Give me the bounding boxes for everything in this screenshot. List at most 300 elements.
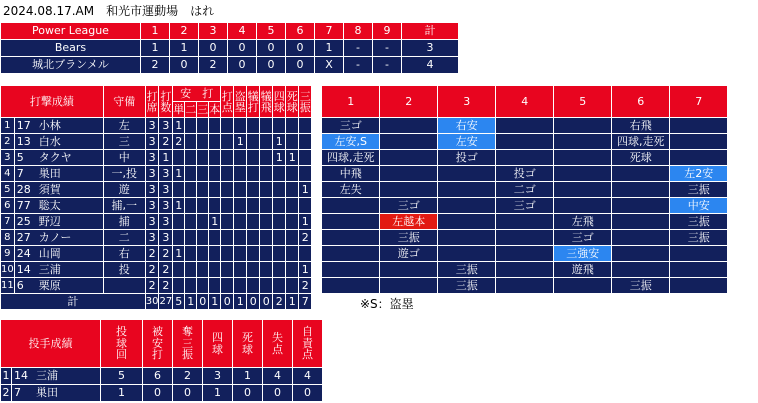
stat-h2 xyxy=(185,166,197,182)
player-name: タクヤ xyxy=(38,150,72,164)
at-bat-result xyxy=(496,230,554,246)
player-name: 聡太 xyxy=(38,198,61,212)
batting-row xyxy=(1,246,728,262)
stat-hbp xyxy=(286,214,299,230)
player-number: 13 xyxy=(16,134,31,148)
stat-so xyxy=(299,198,312,214)
stat-sb xyxy=(234,166,247,182)
spacer xyxy=(312,150,322,166)
stat-sf xyxy=(260,262,273,278)
stat-sac xyxy=(247,198,260,214)
player-name: 栗原 xyxy=(38,278,61,292)
at-bat-result: 左2安 xyxy=(670,166,728,182)
stat-hbp xyxy=(286,278,299,294)
stat-h1: 2 xyxy=(173,134,185,150)
player-cell xyxy=(14,134,103,150)
stat-sf xyxy=(260,166,273,182)
player-position: 右 xyxy=(103,246,145,262)
stat-hr xyxy=(209,278,221,294)
stat-hr xyxy=(209,182,221,198)
at-bat-result xyxy=(322,198,380,214)
stat-so: 2 xyxy=(299,278,312,294)
stat-h3 xyxy=(197,262,209,278)
rbi-header: 打点 xyxy=(221,86,234,118)
at-bat-result xyxy=(380,182,438,198)
inning-header: 8 xyxy=(344,23,373,40)
pitch-r: 0 xyxy=(263,385,293,402)
at-bat-result xyxy=(554,182,612,198)
batting-order: 2 xyxy=(1,134,15,150)
inning-score: 1 xyxy=(170,40,199,57)
at-bat-result xyxy=(380,278,438,294)
player-number: 77 xyxy=(16,198,31,212)
inning-score: 1 xyxy=(315,40,344,57)
player-cell xyxy=(14,182,103,198)
player-position: 投 xyxy=(103,262,145,278)
batting-order: 1 xyxy=(1,118,15,134)
pa-value: 3 xyxy=(145,198,159,214)
stat-so xyxy=(299,134,312,150)
stat-bb xyxy=(273,278,286,294)
stat-sac xyxy=(247,246,260,262)
inning-score: 0 xyxy=(286,57,315,74)
batting-order: 6 xyxy=(1,198,15,214)
triple-header: 三 xyxy=(197,102,209,116)
stat-sf xyxy=(260,278,273,294)
pitcher-order: 1 xyxy=(1,368,12,385)
hbp-header: 死球 xyxy=(286,86,299,118)
stat-h1: 1 xyxy=(173,166,185,182)
batting-row xyxy=(1,134,728,150)
inning-col-header: 1 xyxy=(322,86,380,118)
stat-so: 1 xyxy=(299,262,312,278)
inning-col-header: 6 xyxy=(612,86,670,118)
at-bat-result: 右安 xyxy=(438,118,496,134)
sac-header: 犠打 xyxy=(247,86,260,118)
inning-score: 0 xyxy=(286,40,315,57)
at-bat-result: 左越本 xyxy=(380,214,438,230)
player-cell xyxy=(14,118,103,134)
stat-sf xyxy=(260,134,273,150)
at-bat-result xyxy=(380,150,438,166)
pitch-ip: 1 xyxy=(101,385,143,402)
stat-so xyxy=(299,246,312,262)
player-cell xyxy=(14,262,103,278)
inning-score: X xyxy=(315,57,344,74)
stat-sf xyxy=(260,214,273,230)
hbp-label: 死球 xyxy=(242,331,253,356)
at-bat-result xyxy=(612,166,670,182)
at-bat-result xyxy=(496,278,554,294)
pitch-h: 6 xyxy=(143,368,173,385)
player-number: 7 xyxy=(16,166,24,180)
at-bat-result xyxy=(496,134,554,150)
hbp-header xyxy=(233,320,263,368)
at-bat-result xyxy=(496,246,554,262)
player-number: 6 xyxy=(16,278,24,292)
total-h3: 0 xyxy=(197,294,209,310)
stat-h1 xyxy=(173,278,185,294)
at-bat-result xyxy=(438,230,496,246)
player-number: 25 xyxy=(16,214,31,228)
stat-bb xyxy=(273,198,286,214)
stat-bb xyxy=(273,230,286,246)
pitch-r: 4 xyxy=(263,368,293,385)
inning-score: 2 xyxy=(199,57,228,74)
total-sb: 1 xyxy=(234,294,247,310)
sb-header: 盗塁 xyxy=(234,86,247,118)
stat-h2 xyxy=(185,198,197,214)
at-bat-result xyxy=(496,150,554,166)
game-date: 2024.08.17.AM xyxy=(3,4,95,18)
pitching-table xyxy=(0,319,323,402)
stat-hr xyxy=(209,198,221,214)
batting-row xyxy=(1,166,728,182)
total-ab: 27 xyxy=(159,294,173,310)
inning-header: 3 xyxy=(199,23,228,40)
at-bat-result: 三ゴ xyxy=(496,198,554,214)
hit-header: 安 打 xyxy=(173,86,221,102)
batting-row xyxy=(1,118,728,134)
pitch-er: 4 xyxy=(293,368,323,385)
at-bat-result: 三振 xyxy=(612,278,670,294)
player-number: 14 xyxy=(16,262,31,276)
player-position: 遊 xyxy=(103,182,145,198)
player-position: 二 xyxy=(103,230,145,246)
pa-value: 3 xyxy=(145,150,159,166)
inning-col-header: 2 xyxy=(380,86,438,118)
stat-hr xyxy=(209,118,221,134)
stat-h2 xyxy=(185,230,197,246)
ab-value: 3 xyxy=(159,182,173,198)
inning-col-header: 7 xyxy=(670,86,728,118)
inning-score: - xyxy=(344,40,373,57)
stat-bb: 1 xyxy=(273,150,286,166)
stat-rbi xyxy=(221,214,234,230)
stat-sac xyxy=(247,166,260,182)
stat-sb xyxy=(234,230,247,246)
at-bat-result: 三振 xyxy=(670,230,728,246)
stat-so: 1 xyxy=(299,182,312,198)
player-cell xyxy=(14,166,103,182)
ab-value: 2 xyxy=(159,246,173,262)
runs-label: 失点 xyxy=(272,331,283,356)
totals-label: 計 xyxy=(1,294,146,310)
batting-table xyxy=(0,85,728,310)
inning-header: 4 xyxy=(228,23,257,40)
stat-h3 xyxy=(197,230,209,246)
ab-value: 2 xyxy=(159,262,173,278)
stat-rbi xyxy=(221,182,234,198)
scoreboard-header-row xyxy=(1,23,459,40)
player-position: 左 xyxy=(103,118,145,134)
ab-value: 2 xyxy=(159,278,173,294)
at-bat-result: 三強安 xyxy=(554,246,612,262)
at-bat-result: 二ゴ xyxy=(496,182,554,198)
pitch-so: 0 xyxy=(173,385,203,402)
stat-hbp xyxy=(286,182,299,198)
pitcher-cell xyxy=(12,385,101,402)
walks-label: 四球 xyxy=(212,331,223,356)
at-bat-result xyxy=(496,214,554,230)
stat-h1 xyxy=(173,150,185,166)
at-bat-result xyxy=(670,278,728,294)
pitcher-name: 巣田 xyxy=(36,386,58,399)
stat-h1: 1 xyxy=(173,198,185,214)
scoreboard-team-row xyxy=(1,57,459,74)
pitch-ip: 5 xyxy=(101,368,143,385)
stat-h1: 1 xyxy=(173,118,185,134)
player-position: 一,投 xyxy=(103,166,145,182)
spacer xyxy=(312,262,322,278)
stat-hbp xyxy=(286,118,299,134)
stat-hr xyxy=(209,150,221,166)
at-bat-result: 左安,S xyxy=(322,134,380,150)
stat-h2 xyxy=(185,118,197,134)
at-bat-result: 投ゴ xyxy=(496,166,554,182)
spacer xyxy=(312,166,322,182)
pitcher-number: 14 xyxy=(14,369,28,382)
total-hbp: 1 xyxy=(286,294,299,310)
strikeouts-label: 奪三振 xyxy=(182,325,193,362)
batting-row xyxy=(1,230,728,246)
stat-rbi xyxy=(221,198,234,214)
at-bat-result xyxy=(670,262,728,278)
strikeouts-header xyxy=(173,320,203,368)
ab-value: 3 xyxy=(159,166,173,182)
stat-sb xyxy=(234,278,247,294)
player-number: 5 xyxy=(16,150,24,164)
homerun-header: 本 xyxy=(209,102,221,116)
pitch-bb: 3 xyxy=(203,368,233,385)
pitch-so: 2 xyxy=(173,368,203,385)
stat-sb xyxy=(234,150,247,166)
at-bat-result xyxy=(380,118,438,134)
player-cell xyxy=(14,246,103,262)
stat-sf xyxy=(260,118,273,134)
stat-sac xyxy=(247,278,260,294)
stat-sb xyxy=(234,214,247,230)
at-bat-result xyxy=(670,134,728,150)
inning-score: 0 xyxy=(228,40,257,57)
game-venue: 和光市運動場 xyxy=(106,4,179,18)
at-bat-result xyxy=(554,134,612,150)
pitching-row xyxy=(1,385,323,402)
stat-sf xyxy=(260,230,273,246)
at-bat-result: 死球 xyxy=(612,150,670,166)
inning-score: 0 xyxy=(257,57,286,74)
stat-bb xyxy=(273,118,286,134)
spacer xyxy=(312,118,322,134)
at-bat-result: 三ゴ xyxy=(322,118,380,134)
scoreboard-table xyxy=(0,22,459,74)
stat-hr xyxy=(209,246,221,262)
batting-title: 打撃成績 xyxy=(1,86,104,118)
stat-hr: 1 xyxy=(209,214,221,230)
inning-col-header: 5 xyxy=(554,86,612,118)
stat-hr xyxy=(209,230,221,246)
at-bat-result xyxy=(380,262,438,278)
at-bat-result xyxy=(438,214,496,230)
ab-value: 3 xyxy=(159,230,173,246)
player-number: 28 xyxy=(16,182,31,196)
inning-header: 9 xyxy=(373,23,402,40)
batting-row xyxy=(1,150,728,166)
total-sf: 0 xyxy=(260,294,273,310)
player-cell xyxy=(14,198,103,214)
stat-sac xyxy=(247,214,260,230)
stat-rbi xyxy=(221,134,234,150)
stat-so xyxy=(299,118,312,134)
single-header: 単 xyxy=(173,102,185,116)
batting-order: 9 xyxy=(1,246,15,262)
batting-order: 3 xyxy=(1,150,15,166)
inning-score: - xyxy=(373,57,402,74)
pa-value: 3 xyxy=(145,118,159,134)
at-bat-result xyxy=(554,150,612,166)
stat-h2 xyxy=(185,246,197,262)
player-number: 17 xyxy=(16,118,31,132)
total-header: 計 xyxy=(402,23,459,40)
stat-sac xyxy=(247,118,260,134)
stat-sf xyxy=(260,182,273,198)
stat-hbp xyxy=(286,262,299,278)
inning-header: 7 xyxy=(315,23,344,40)
inning-score: 0 xyxy=(199,40,228,57)
team-total: 4 xyxy=(402,57,459,74)
stat-h1: 1 xyxy=(173,246,185,262)
at-bat-result xyxy=(438,182,496,198)
batting-header-row xyxy=(1,86,728,102)
at-bat-result xyxy=(438,166,496,182)
team-name: Bears xyxy=(1,40,141,57)
at-bat-result xyxy=(322,230,380,246)
stat-sf xyxy=(260,246,273,262)
ip-header xyxy=(101,320,143,368)
pitch-h: 0 xyxy=(143,385,173,402)
batting-row xyxy=(1,262,728,278)
stat-h2 xyxy=(185,214,197,230)
at-bat-result xyxy=(612,198,670,214)
at-bat-result xyxy=(612,246,670,262)
stat-h1 xyxy=(173,182,185,198)
inning-header: 1 xyxy=(141,23,170,40)
stat-h3 xyxy=(197,214,209,230)
stat-rbi xyxy=(221,262,234,278)
ab-value: 2 xyxy=(159,134,173,150)
inning-header: 2 xyxy=(170,23,199,40)
stat-so xyxy=(299,166,312,182)
stat-hbp xyxy=(286,246,299,262)
pa-value: 2 xyxy=(145,246,159,262)
scoreboard-team-row xyxy=(1,40,459,57)
stat-sb xyxy=(234,118,247,134)
at-bat-result xyxy=(670,246,728,262)
ip-header-label: 投球回 xyxy=(116,325,127,362)
at-bat-result xyxy=(322,278,380,294)
inning-header: 6 xyxy=(286,23,315,40)
player-cell xyxy=(14,230,103,246)
inning-header: 5 xyxy=(257,23,286,40)
stat-rbi xyxy=(221,118,234,134)
at-bat-result: 遊飛 xyxy=(554,262,612,278)
total-h2: 1 xyxy=(185,294,197,310)
player-position: 三 xyxy=(103,134,145,150)
at-bat-result: 三振 xyxy=(670,182,728,198)
player-number: 27 xyxy=(16,230,31,244)
earned-runs-header xyxy=(293,320,323,368)
pitch-er: 0 xyxy=(293,385,323,402)
pitcher-name: 三浦 xyxy=(36,369,58,382)
pitcher-cell xyxy=(12,368,101,385)
player-cell xyxy=(14,214,103,230)
pitch-hbp: 1 xyxy=(233,368,263,385)
stat-sac xyxy=(247,230,260,246)
batting-row xyxy=(1,214,728,230)
pitcher-number: 7 xyxy=(14,386,21,399)
stat-h1 xyxy=(173,262,185,278)
stat-h3 xyxy=(197,150,209,166)
spacer xyxy=(312,246,322,262)
walks-header xyxy=(203,320,233,368)
at-bat-result xyxy=(380,166,438,182)
player-number: 24 xyxy=(16,246,31,260)
stat-hr xyxy=(209,134,221,150)
stat-sf xyxy=(260,150,273,166)
player-position: 捕,一 xyxy=(103,198,145,214)
at-bat-result: 四球,走死 xyxy=(612,134,670,150)
pitching-header-row xyxy=(1,320,323,368)
so-header: 三振 xyxy=(299,86,312,118)
player-name: 白水 xyxy=(38,134,61,148)
total-sac: 0 xyxy=(247,294,260,310)
pitching-title: 投手成績 xyxy=(1,320,101,368)
stat-hbp xyxy=(286,230,299,246)
inning-score: - xyxy=(373,40,402,57)
stat-sb xyxy=(234,262,247,278)
ab-value: 3 xyxy=(159,118,173,134)
at-bat-result: 三ゴ xyxy=(380,198,438,214)
inning-col-header: 3 xyxy=(438,86,496,118)
player-position: 中 xyxy=(103,150,145,166)
at-bat-result xyxy=(554,198,612,214)
total-hr: 1 xyxy=(209,294,221,310)
stat-bb xyxy=(273,262,286,278)
at-bat-result xyxy=(554,166,612,182)
player-name: カノー xyxy=(38,230,72,244)
player-name: 巣田 xyxy=(38,166,61,180)
position-header: 守備 xyxy=(103,86,145,118)
stat-h1 xyxy=(173,214,185,230)
stat-rbi xyxy=(221,278,234,294)
at-bat-result xyxy=(554,118,612,134)
at-bat-result: 四球,走死 xyxy=(322,150,380,166)
at-bat-result xyxy=(380,134,438,150)
league-name: Power League xyxy=(1,23,141,40)
at-bat-result: 投ゴ xyxy=(438,150,496,166)
at-bat-result xyxy=(612,230,670,246)
stat-sac xyxy=(247,262,260,278)
earned-runs-label: 自責点 xyxy=(302,325,313,362)
at-bat-result xyxy=(322,246,380,262)
batting-order: 5 xyxy=(1,182,15,198)
pa-value: 3 xyxy=(145,182,159,198)
player-name: 須賀 xyxy=(38,182,61,196)
hits-allowed-label: 被安打 xyxy=(152,325,163,362)
player-name: 野辺 xyxy=(38,214,61,228)
spacer xyxy=(312,278,322,294)
batting-order: 10 xyxy=(1,262,15,278)
